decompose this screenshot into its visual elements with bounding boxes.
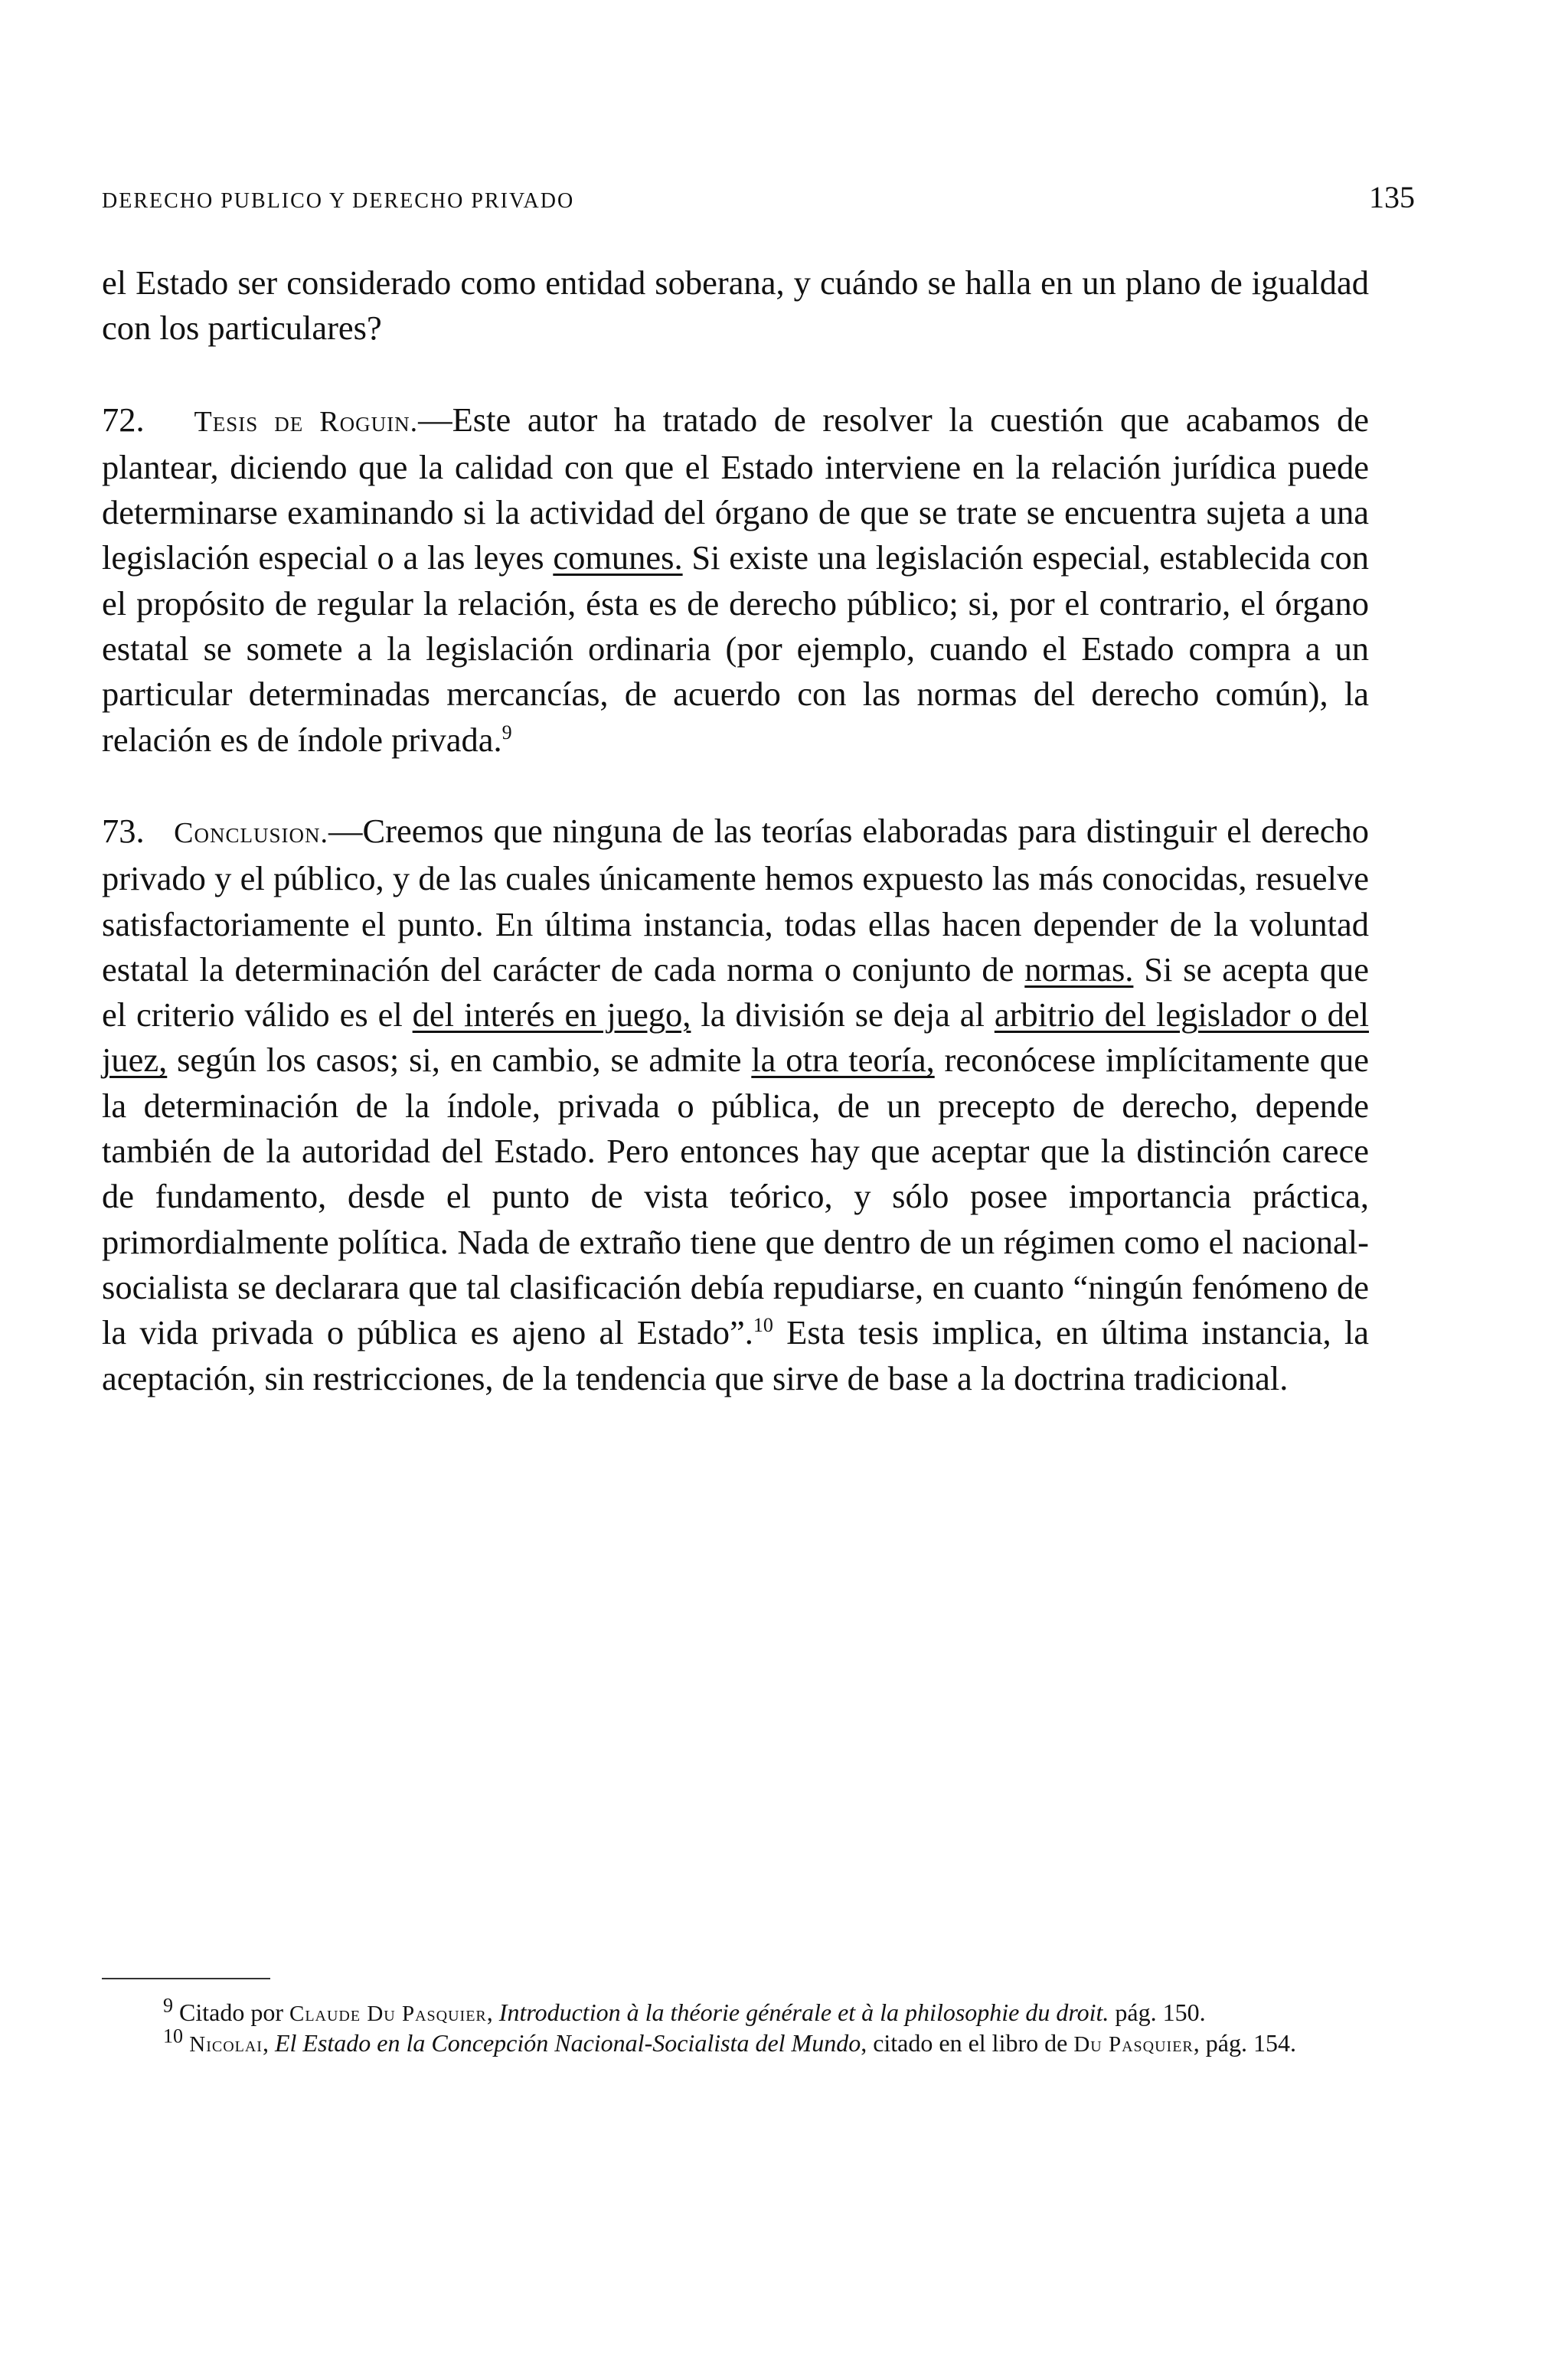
paragraph-text: reconócese implícitamente que la determinación de la índole, privada o pública, de un precepto de derecho, depende también de la autoridad del Estado. Pero entonces hay que aceptar que la distinción carece de fundamento, desde el punto de vista teórico, y sólo posee importancia práctica, primordialmente política. Nada de extraño tiene que dentro de un régimen como el nacional-socialista se declarara que tal clasificación debía repudiarse, en cuanto “ningún fenómeno de la vida privada o pública es ajeno al Estado”.	[102, 1041, 1370, 1352]
running-title: DERECHO PUBLICO Y DERECHO PRIVADO	[102, 189, 575, 213]
footnote-ref: 10	[753, 1314, 773, 1337]
section-72	[102, 397, 1369, 763]
footnote-text: Citado por	[173, 1999, 289, 2026]
section-73	[102, 809, 1369, 1401]
underlined-phrase: del interés en juego,	[412, 995, 691, 1034]
footnote-divider	[102, 1978, 270, 1979]
paragraph-text: el Estado ser considerado como entidad soberana, y cuándo se halla en un plano de igualdad con los particulares?	[102, 263, 1369, 348]
footnote-title: Introduction à la théorie générale et à la philosophie du droit.	[498, 1999, 1109, 2026]
footnotes	[102, 1978, 1369, 2059]
paragraph-text: según los casos; si, en cambio, se admite	[167, 1041, 752, 1080]
footnote-text: , pág. 154.	[1193, 2029, 1296, 2057]
underlined-phrase: arbitrio del legislador o del juez,	[102, 995, 1369, 1080]
paragraph-text: —Creemos que ninguna de las teorías elaboradas para distinguir el derecho privado y el público, y de las cuales únicamente hemos expuesto las más conocidas, resuelve satisfactoriamente el punto. En última instancia, todas ellas hacen depender de la voluntad estatal la determinación del carácter de cada norma o conjunto de	[102, 811, 1370, 989]
paragraph-continuation	[102, 260, 1369, 351]
underlined-phrase: comunes.	[553, 538, 683, 577]
paragraph-text: Si se acepta que el criterio válido es el	[102, 949, 1369, 1034]
footnote-10	[102, 2025, 1369, 2059]
underlined-phrase: normas.	[1024, 949, 1134, 989]
section-heading: Tesis de Roguin.	[194, 405, 419, 438]
footnote-mark: 9	[163, 1994, 173, 2017]
footnote-ref: 9	[501, 721, 512, 744]
underlined-phrase: la otra teoría,	[751, 1041, 935, 1080]
footnote-text: , citado en el libro de	[861, 2029, 1074, 2057]
footnote-mark: 10	[163, 2025, 183, 2048]
paragraph-text: Esta tesis implica, en última instancia, la aceptación, sin restricciones, de la tendencia que sirve de base a la doctrina tradicional.	[102, 1313, 1370, 1397]
page-number: 135	[1369, 180, 1415, 214]
footnote-9	[102, 1994, 1369, 2028]
footnote-text: pág. 150.	[1109, 1999, 1206, 2026]
section-number: 73.	[102, 811, 145, 850]
footnote-title: El Estado en la Concepción Nacional-Socialista del Mundo	[274, 2029, 861, 2057]
footnote-text: ,	[262, 2029, 275, 2057]
body-text	[102, 260, 1369, 1401]
paragraph-text: la división se deja al	[691, 995, 995, 1034]
footnote-author: Nicolai	[183, 2032, 263, 2057]
footnote-text: ,	[486, 1999, 499, 2026]
footnote-author: Claude Du Pasquier	[289, 2002, 487, 2026]
section-heading: Conclusion.	[174, 816, 328, 849]
section-number: 72.	[102, 400, 145, 439]
page-header	[102, 179, 1415, 214]
paragraph-text: Si existe una legislación especial, establecida con el propósito de regular la relación, ésta es de derecho público; si, por el contrario, el órgano estatal se somete a la legislación ordinaria (por ejemplo, cuando el Estado compra a un particular determinadas mercancías, de acuerdo con las normas del derecho común), la relación es de índole privada.	[102, 538, 1369, 759]
paragraph-text: —Este autor ha tratado de resolver la cuestión que acabamos de plantear, diciendo que la calidad con que el Estado interviene en la relación jurídica puede determinarse examinando si la actividad del órgano de que se trate se encuentra sujeta a una legislación especial o a las leyes	[102, 400, 1369, 577]
footnote-author: Du Pasquier	[1073, 2032, 1194, 2057]
